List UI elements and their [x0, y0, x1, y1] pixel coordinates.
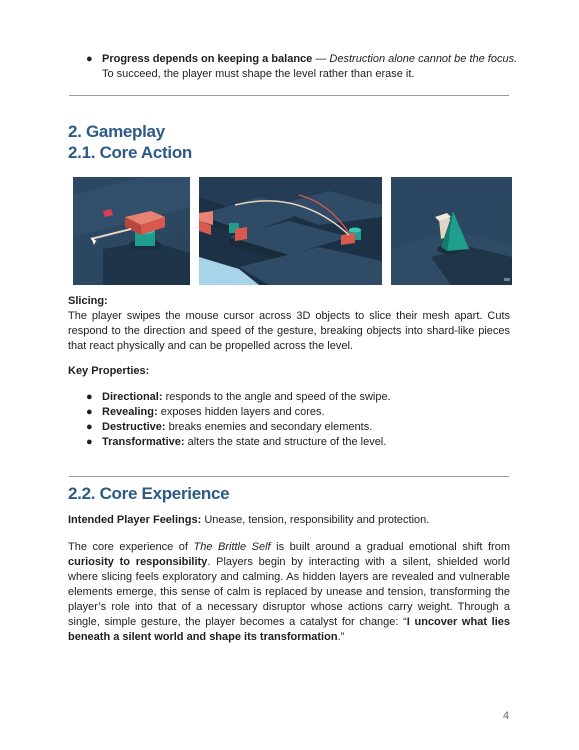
- key-properties-label: Key Properties:: [68, 365, 150, 377]
- heading-core-action: 2.1. Core Action: [68, 143, 192, 162]
- slice-screenshot-1: [73, 177, 190, 285]
- heading-gameplay: 2. Gameplay: [68, 122, 165, 141]
- list-item: [86, 405, 391, 420]
- player-feelings: [68, 513, 510, 528]
- experience-text: .”: [337, 631, 345, 643]
- slicing-label: Slicing:: [68, 295, 108, 307]
- bullet-icon: ●: [86, 421, 93, 433]
- bullet-icon: ●: [86, 53, 93, 65]
- slice-screenshot-2: [199, 177, 382, 285]
- divider: [69, 95, 509, 96]
- feelings-label: Intended Player Feelings:: [68, 514, 202, 526]
- bullet-icon: ●: [86, 391, 93, 403]
- feelings-text: Unease, tension, responsibility and protection.: [201, 514, 430, 526]
- heading-core-experience: 2.2. Core Experience: [68, 484, 230, 503]
- property-term: Revealing:: [102, 406, 158, 418]
- experience-quote: I uncover what lies beneath a silent world and shape its transformation: [68, 616, 510, 643]
- bullet-line2: To succeed, the player must shape the level rather than erase it.: [102, 68, 415, 80]
- slice-screenshot-3: [391, 177, 512, 285]
- game-title: The Brittle Self: [193, 541, 271, 553]
- property-term: Directional:: [102, 391, 163, 403]
- bullet-icon: ●: [86, 436, 93, 448]
- property-desc: exposes hidden layers and cores.: [157, 406, 325, 418]
- page-number: 4: [503, 710, 510, 722]
- bullet-dash: —: [312, 53, 330, 65]
- list-item: [86, 435, 391, 450]
- bullet-italic: Destruction alone cannot be the focus.: [329, 53, 518, 65]
- property-term: Destructive:: [102, 421, 166, 433]
- experience-text: The core experience of: [68, 541, 194, 553]
- balance-bullet: [86, 52, 517, 67]
- property-term: Transformative:: [102, 436, 185, 448]
- slicing-description: The player swipes the mouse cursor across 3D objects to slice their mesh apart. Cuts respond to the direction and speed of the gesture, breaking objects into shard-like pieces that react physically and can be propelled across the level.: [68, 310, 510, 352]
- property-desc: alters the state and structure of the level.: [184, 436, 387, 448]
- list-item: [86, 420, 391, 435]
- bullet-bold: Progress depends on keeping a balance: [102, 53, 313, 65]
- list-item: [86, 390, 391, 405]
- core-experience-paragraph: [68, 540, 510, 645]
- property-desc: breaks enemies and secondary elements.: [165, 421, 373, 433]
- key-properties-list: [86, 390, 391, 450]
- bullet-icon: ●: [86, 406, 93, 418]
- experience-text: . Players begin by interacting with a silent, shielded world where slicing feels exploratory and calming. As hidden layers are revealed and vulnerable elements emerge, this sense of calm is replaced by unease and tension, transforming the player’s role into that of a necessary disruptor whose actions carry weight. Through a single, simple gesture, the player becomes a catalyst for change: “: [68, 556, 511, 628]
- experience-emphasis: curiosity to responsibility: [68, 556, 208, 568]
- property-desc: responds to the angle and speed of the swipe.: [162, 391, 391, 403]
- divider: [69, 476, 509, 477]
- experience-text: is built around a gradual emotional shift from: [270, 541, 510, 553]
